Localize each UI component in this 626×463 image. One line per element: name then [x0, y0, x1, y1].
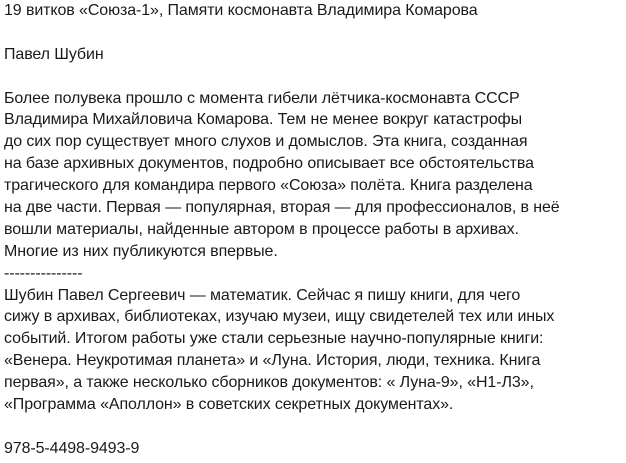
annotation-paragraph: [4, 88, 624, 263]
bio-line: первая», а также несколько сборников документов: « Луна-9», «Н1-Л3»,: [4, 374, 534, 392]
annotation-line: Более полувека прошло с момента гибели лётчика-космонавта СССР: [4, 89, 520, 107]
bio-line: Шубин Павел Сергеевич — математик. Сейчас я пишу книги, для чего: [4, 286, 521, 304]
author-bio-paragraph: [4, 285, 624, 416]
annotation-line: на базе архивных документов, подробно описывает все обстоятельства: [4, 155, 534, 173]
spacer: [4, 66, 624, 88]
annotation-line: трагического для командира первого «Союза» полёта. Книга разделена: [4, 177, 533, 195]
book-title: 19 витков «Союза-1», Памяти космонавта Владимира Комарова: [4, 2, 478, 19]
annotation-line: Многие из них публикуются впервые.: [4, 242, 278, 260]
annotation-line: до сих пор существует много слухов и домыслов. Эта книга, созданная: [4, 133, 528, 151]
separator-line: ---------------: [4, 264, 83, 282]
isbn-number: 978-5-4498-9493-9: [4, 439, 140, 457]
bio-line: событий. Итогом работы уже стали серьезные научно-популярные книги:: [4, 330, 544, 348]
spacer: [4, 22, 624, 44]
bio-line: сижу в архивах, библиотеках, изучаю музеи, ищу свидетелей тех или иных: [4, 308, 555, 326]
bio-line: «Венера. Неукротимая планета» и «Луна. История, люди, техника. Книга: [4, 352, 541, 370]
bio-line: «Программа «Аполлон» в советских секретных документах».: [4, 396, 454, 414]
annotation-line: Владимира Михайловича Комарова. Тем не менее вокруг катастрофы: [4, 111, 522, 129]
annotation-line: вошли материалы, найденные автором в процессе работы в архивах.: [4, 220, 519, 238]
document-page: [4, 0, 624, 460]
annotation-line: на две части. Первая — популярная, вторая — для профессионалов, в неё: [4, 199, 560, 217]
book-author: Павел Шубин: [4, 45, 104, 63]
spacer: [4, 416, 624, 438]
